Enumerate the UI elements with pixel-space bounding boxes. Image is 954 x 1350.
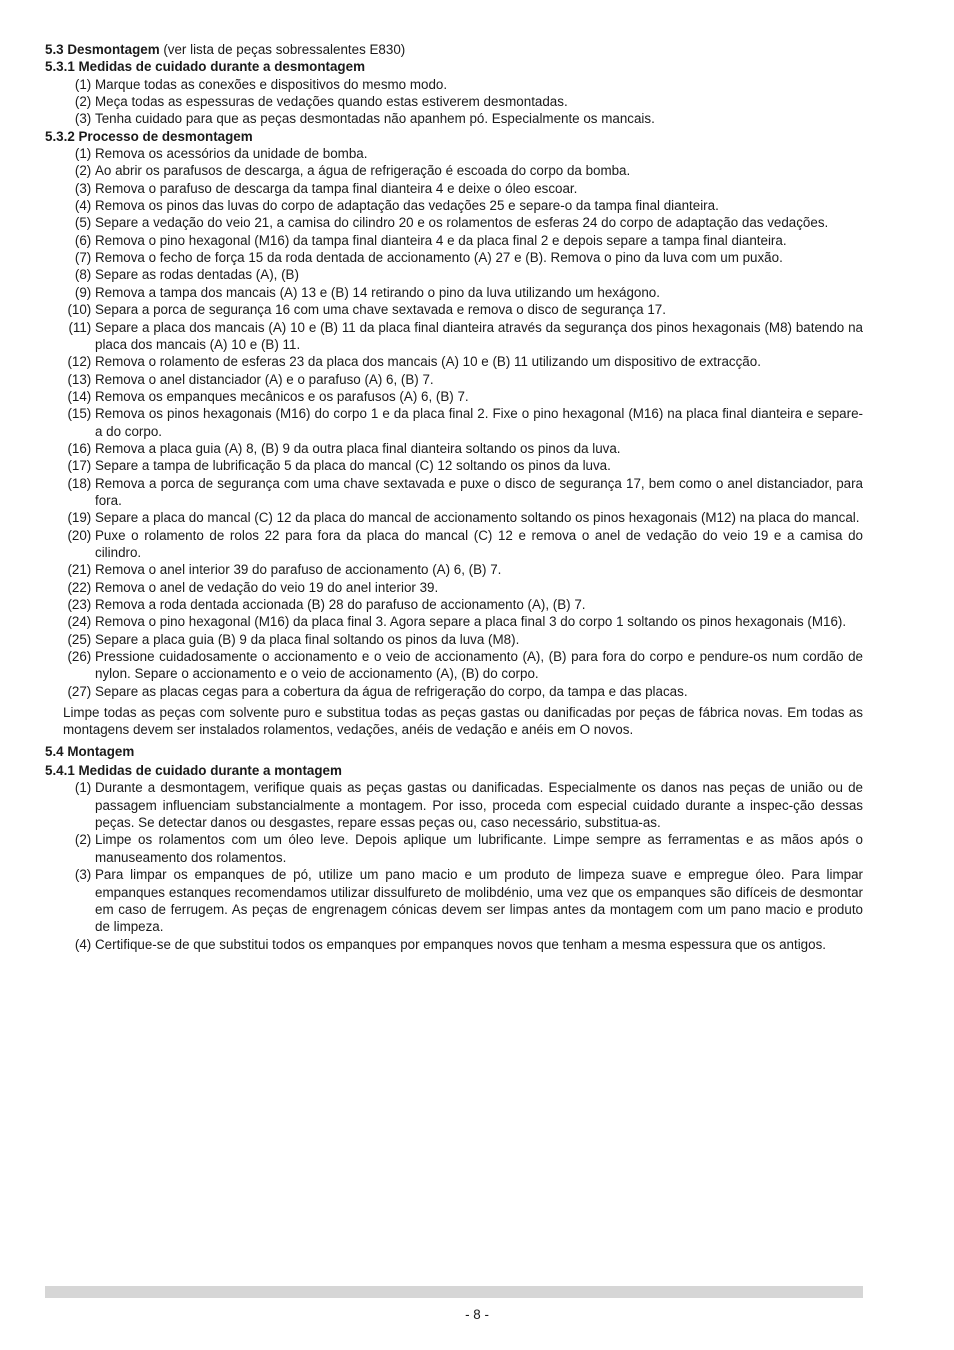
item-number: (7) bbox=[74, 250, 92, 266]
list-item bbox=[45, 371, 863, 388]
list-5-3-2 bbox=[45, 145, 863, 700]
item-text: Separe as rodas dentadas (A), (B) bbox=[95, 267, 299, 283]
list-5-4-1 bbox=[45, 779, 863, 952]
list-item bbox=[45, 388, 863, 405]
list-item bbox=[45, 301, 863, 318]
list-item bbox=[45, 232, 863, 249]
item-number: (21) bbox=[67, 562, 92, 578]
section-5-3-2-heading: 5.3.2 Processo de desmontagem bbox=[45, 128, 253, 144]
section-5-3-subtitle: (ver lista de peças sobressalentes E830) bbox=[159, 42, 406, 57]
item-number: (26) bbox=[67, 649, 92, 665]
item-number: (11) bbox=[68, 319, 92, 335]
list-item bbox=[45, 319, 863, 354]
item-text: Remova o anel de vedação do veio 19 do anel interior 39. bbox=[95, 579, 439, 595]
list-item bbox=[45, 162, 863, 179]
list-5-3-1 bbox=[45, 76, 863, 128]
list-item bbox=[45, 509, 863, 526]
item-number: (13) bbox=[67, 371, 92, 387]
item-number: (27) bbox=[67, 683, 92, 699]
item-number: (16) bbox=[67, 440, 92, 456]
item-text: Separe a tampa de lubrificação 5 da placa do mancal (C) 12 soltando os pinos da luva. bbox=[95, 458, 611, 474]
item-number: (1) bbox=[74, 146, 92, 162]
list-item bbox=[45, 936, 863, 953]
list-item bbox=[45, 180, 863, 197]
item-text: Separe as placas cegas para a cobertura da água de refrigeração do corpo, da tampa e das placas. bbox=[95, 683, 688, 699]
item-number: (4) bbox=[74, 198, 92, 214]
list-item bbox=[45, 866, 863, 935]
item-text: Remova o pino hexagonal (M16) da placa final 3. Agora separe a placa final 3 do corpo 1 soltando os pinos hexagonais (M16). bbox=[95, 614, 847, 630]
item-text: Limpe os rolamentos com um óleo leve. Depois aplique um lubrificante. Limpe sempre as ferramentas e as mãos após o manuseamento dos rolamentos. bbox=[95, 832, 863, 865]
item-text: Separe a vedação do veio 21, a camisa do cilindro 20 e os rolamentos de esferas 24 do corpo de adaptação das vedações. bbox=[95, 215, 829, 231]
item-number: (14) bbox=[67, 388, 92, 404]
item-text: Remova os pinos das luvas do corpo de adaptação das vedações 25 e separe-o da tampa final dianteira. bbox=[95, 198, 719, 214]
list-item bbox=[45, 266, 863, 283]
item-text: Ao abrir os parafusos de descarga, a água de refrigeração é escoada do corpo da bomba. bbox=[95, 163, 631, 179]
item-number: (6) bbox=[74, 232, 92, 248]
item-number: (2) bbox=[74, 832, 92, 848]
item-text: Remova os pinos hexagonais (M16) do corpo 1 e da placa final 2. Fixe o pino hexagonal (M16) na placa final dianteira e separe-a do corpo. bbox=[95, 406, 863, 439]
footer-bar bbox=[45, 1286, 863, 1298]
section-5-3-title: 5.3 Desmontagem bbox=[45, 42, 160, 57]
page-number: - 8 - bbox=[465, 1307, 489, 1322]
list-item bbox=[45, 561, 863, 578]
item-number: (2) bbox=[74, 163, 92, 179]
section-5-4-1-heading: 5.4.1 Medidas de cuidado durante a montagem bbox=[45, 763, 342, 779]
item-number: (1) bbox=[74, 76, 92, 92]
list-item bbox=[45, 613, 863, 630]
item-text: Separe a placa guia (B) 9 da placa final soltando os pinos da luva (M8). bbox=[95, 631, 520, 647]
item-text: Para limpar os empanques de pó, utilize um pano macio e um produto de limpeza suave e empregue óleo. Para limpar empanques estanques recomendamos utilizar dissulfureto de molibdénio, uma vez que os empanques são difíceis de desmontar em caso de ferrugem. As peças de engrenagem cónicas devem ser limpas antes da montagem com um pano macio e produto de limpeza. bbox=[95, 867, 863, 935]
item-number: (1) bbox=[74, 780, 92, 796]
list-item bbox=[45, 110, 863, 127]
item-text: Remova o rolamento de esferas 23 da placa dos mancais (A) 10 e (B) 11 utilizando um dispositivo de extracção. bbox=[95, 354, 761, 370]
item-number: (24) bbox=[67, 614, 92, 630]
section-5-3-heading bbox=[45, 41, 863, 58]
item-text: Remova a roda dentada accionada (B) 28 do parafuso de accionamento (A), (B) 7. bbox=[95, 597, 586, 612]
list-item bbox=[45, 214, 863, 231]
list-item bbox=[45, 596, 863, 613]
item-text: Tenha cuidado para que as peças desmontadas não apanhem pó. Especialmente os mancais. bbox=[95, 111, 655, 127]
item-text: Remova a placa guia (A) 8, (B) 9 da outra placa final dianteira soltando os pinos da luva. bbox=[95, 440, 621, 456]
list-item bbox=[45, 648, 863, 683]
list-item bbox=[45, 405, 863, 440]
item-number: (3) bbox=[74, 180, 92, 196]
item-number: (9) bbox=[74, 284, 92, 300]
item-number: (18) bbox=[67, 475, 92, 491]
item-number: (20) bbox=[67, 527, 92, 543]
item-text: Remova o parafuso de descarga da tampa final dianteira 4 e deixe o óleo escoar. bbox=[95, 180, 578, 196]
cleaning-paragraph: Limpe todas as peças com solvente puro e substitua todas as peças gastas ou danificadas por peças de fábrica novas. Em todas as montagens devem ser instalados rolamentos, vedações, anéis de vedação e anéis em O novos. bbox=[63, 705, 863, 738]
item-text: Separe a placa do mancal (C) 12 da placa do mancal de accionamento soltando os pinos hexagonais (M12) na placa do mancal. bbox=[95, 510, 860, 526]
item-number: (3) bbox=[74, 867, 92, 883]
item-text: Remova o pino hexagonal (M16) da tampa final dianteira 4 e da placa final 2 e depois separe a tampa final dianteira. bbox=[95, 232, 787, 248]
list-item bbox=[45, 831, 863, 866]
item-number: (12) bbox=[67, 354, 92, 370]
item-text: Remova os acessórios da unidade de bomba. bbox=[95, 146, 368, 162]
list-item bbox=[45, 284, 863, 301]
item-text: Puxe o rolamento de rolos 22 para fora da placa do mancal (C) 12 e remova o anel de vedação do veio 19 e a camisa do cilindro. bbox=[95, 527, 863, 560]
list-item bbox=[45, 475, 863, 510]
item-text: Durante a desmontagem, verifique quais as peças gastas ou danificadas. Especialmente os danos nas peças de união ou de passagem influenciam substancialmente a montagem. Por isso, proceda com especial cuidado durante a inspec-ção dessas peças. Se detectar danos ou desgastes, repare essas peças ou, caso necessário, substitua-as. bbox=[95, 780, 863, 831]
section-5-4-heading: 5.4 Montagem bbox=[45, 743, 135, 759]
item-text: Separa a porca de segurança 16 com uma chave sextavada e remova o disco de segurança 17. bbox=[95, 302, 666, 318]
list-item bbox=[45, 779, 863, 831]
item-number: (19) bbox=[67, 510, 92, 526]
item-text: Remova o fecho de força 15 da roda dentada de accionamento (A) 27 e (B). Remova o pino da luva com um puxão. bbox=[95, 250, 783, 266]
item-text: Remova a tampa dos mancais (A) 13 e (B) 14 retirando o pino da luva utilizando um hexágono. bbox=[95, 284, 660, 300]
list-item bbox=[45, 527, 863, 562]
list-item bbox=[45, 631, 863, 648]
item-number: (3) bbox=[74, 111, 92, 127]
item-number: (17) bbox=[67, 458, 92, 474]
item-text: Remova o anel interior 39 do parafuso de accionamento (A) 6, (B) 7. bbox=[95, 562, 502, 578]
item-number: (23) bbox=[67, 597, 92, 612]
list-item bbox=[45, 76, 863, 93]
item-number: (15) bbox=[67, 406, 92, 422]
item-text: Remova a porca de segurança com uma chave sextavada e puxe o disco de segurança 17, bem como o anel distanciador, para fora. bbox=[95, 475, 863, 508]
list-item bbox=[45, 353, 863, 370]
list-item bbox=[45, 145, 863, 162]
item-text: Pressione cuidadosamente o accionamento e o veio de accionamento (A), (B) para fora do corpo e pendure-os num cordão de nylon. Separe o accionamento e o veio de accionamento (A), (B) do corpo. bbox=[95, 649, 863, 682]
item-number: (22) bbox=[67, 579, 92, 595]
document-page bbox=[45, 41, 863, 953]
list-item bbox=[45, 440, 863, 457]
list-item bbox=[45, 93, 863, 110]
item-text: Remova o anel distanciador (A) e o parafuso (A) 6, (B) 7. bbox=[95, 371, 434, 387]
item-text: Marque todas as conexões e dispositivos do mesmo modo. bbox=[95, 76, 448, 92]
item-number: (4) bbox=[74, 936, 92, 952]
list-item bbox=[45, 249, 863, 266]
list-item bbox=[45, 197, 863, 214]
item-number: (8) bbox=[74, 267, 92, 283]
item-text: Remova os empanques mecânicos e os parafusos (A) 6, (B) 7. bbox=[95, 388, 469, 404]
item-text: Certifique-se de que substitui todos os empanques por empanques novos que tenham a mesma espessura que os antigos. bbox=[95, 936, 826, 952]
item-number: (2) bbox=[74, 94, 92, 110]
item-text: Meça todas as espessuras de vedações quando estas estiverem desmontadas. bbox=[95, 94, 568, 110]
list-item bbox=[45, 683, 863, 700]
list-item bbox=[45, 457, 863, 474]
item-number: (25) bbox=[67, 631, 92, 647]
item-number: (5) bbox=[74, 215, 92, 231]
section-5-3-1-heading: 5.3.1 Medidas de cuidado durante a desmontagem bbox=[45, 59, 365, 75]
item-number: (10) bbox=[67, 302, 92, 318]
item-text: Separe a placa dos mancais (A) 10 e (B) 11 da placa final dianteira através da segurança dos pinos hexagonais (M8) batendo na placa dos mancais (A) 10 e (B) 11. bbox=[95, 319, 863, 352]
list-item bbox=[45, 579, 863, 596]
